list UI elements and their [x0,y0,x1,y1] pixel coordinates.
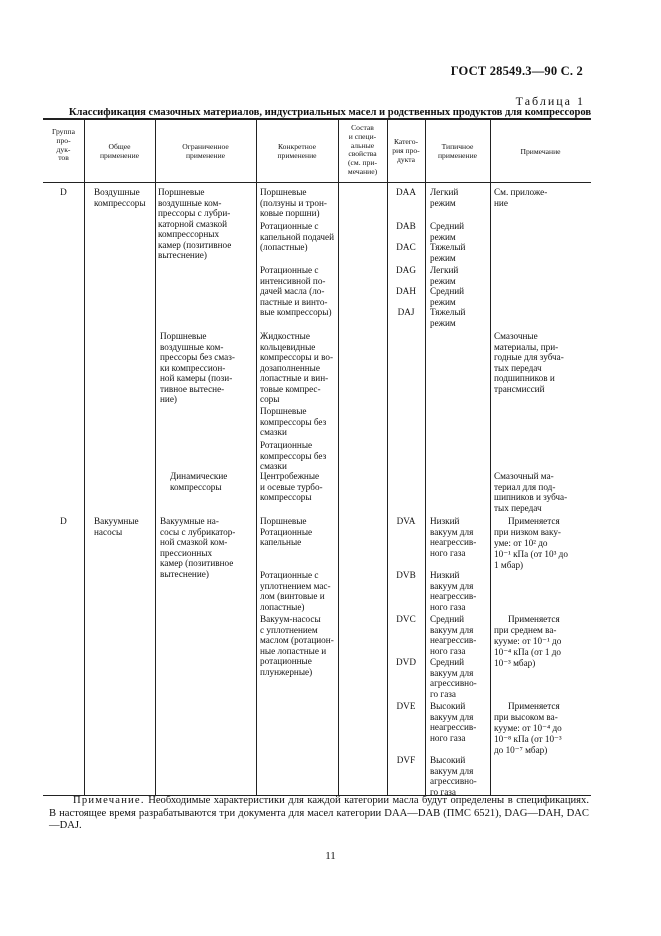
note-cell: Применяется [508,614,560,624]
concrete-application-cell: Вакуум-насосы с уплотнением маслом (ротацион- ные лопастные и ротационные плунжерные) [260,614,334,677]
category-cell: DVA [396,516,416,526]
note-cell: уме: от 10² до [494,538,548,548]
typical-application-cell: Легкий режим [430,265,459,286]
column-divider [256,118,257,795]
category-cell: DVC [396,614,416,624]
column-header-concrete: Конкретное применение [277,142,317,160]
column-header-typical: Типичное применение [437,142,478,160]
category-cell: DVB [396,570,416,580]
typical-application-cell: Тяжелый режим [430,307,466,328]
concrete-application-cell: Ротационные компрессоры без смазки [260,440,327,471]
column-divider [490,118,491,795]
column-header-group: Группа про- дук- тов [52,127,75,163]
column-divider [425,118,426,795]
typical-application-cell: Средний вакуум для агрессивно- го газа [430,657,477,699]
column-divider [155,118,156,795]
note-cell: при низком ваку- [494,527,561,537]
category-cell: DAJ [397,307,415,317]
typical-application-cell: Высокий вакуум для агрессивно- го газа [430,755,477,797]
column-header-note: Примечание [520,147,561,156]
concrete-application-cell: Ротационные с капельной подачей (лопастные) [260,221,335,252]
note-cell: Смазочные материалы, при- годные для зубча- тых передач подшипников и трансмиссий [494,331,564,394]
category-cell: DAC [396,242,416,252]
note-cell: Применяется [508,516,560,526]
column-divider [84,118,85,795]
category-cell: DVE [396,701,416,711]
note-cell: при среднем ва- [494,625,557,635]
footnote-text: Необходимые характеристики для каждой категории масла будут определены в спецификациях. В настоящее время разрабатываются три документа для масел категории DAA—DAB (ПМС 6521), DAG—DAH, DAC—DAJ. [49,795,589,831]
category-cell: DAA [396,187,416,197]
table-number: Таблица 1 [515,94,585,108]
table-footnote [49,795,589,833]
group-cell: D [60,516,67,526]
concrete-application-cell: Поршневые Ротационные капельные [260,516,313,547]
typical-application-cell: Легкий режим [430,187,459,208]
table-top-rule [43,118,591,120]
category-cell: DAB [396,221,416,231]
concrete-application-cell: Центробежные и осевые турбо- компрессоры [260,471,323,502]
typical-application-cell: Тяжелый режим [430,242,466,263]
general-application-cell: Воздушные компрессоры [94,187,146,208]
header-bottom-rule [43,182,591,183]
category-cell: DAG [396,265,416,275]
column-divider [387,118,388,795]
typical-application-cell: Низкий вакуум для неагрессив- ного газа [430,516,477,558]
concrete-application-cell: Ротационные с уплотнением мас- лом (винтовые и лопастные) [260,570,331,612]
note-cell: Применяется [508,701,560,711]
table-caption: Классификация смазочных материалов, индустриальных масел и родственных продуктов для компрессоров [68,107,592,118]
note-cell: до 10⁻⁷ мбар) [494,745,548,755]
note-cell: кууме: от 10⁻¹ до [494,636,562,646]
group-cell: D [60,187,67,197]
restricted-application-cell: Поршневые воздушные ком- прессоры без смаз- ки компрессион- ной камеры (пози- тивное вытесне- ние) [160,331,235,404]
note-cell: 10⁻⁴ кПа (от 1 до [494,647,562,657]
note-cell: Смазочный ма- териал для под- шипников и зубча- тых передач [494,471,568,513]
typical-application-cell: Средний режим [430,286,465,307]
page-number: 11 [325,850,336,862]
column-divider [338,118,339,795]
note-cell: 10⁻⁸ кПа (от 10⁻³ [494,734,562,744]
note-cell: 10⁻¹ кПа (от 10³ до [494,549,568,559]
concrete-application-cell: Поршневые компрессоры без смазки [260,406,327,437]
restricted-application-cell: Вакуумные на- сосы с лубрикатор- ной смазкой ком- прессионных камер (позитивное вытеснение) [160,516,236,579]
concrete-application-cell: Ротационные с интенсивной по- дачей масла (ло- пастные и винто- вые компрессоры) [260,265,332,317]
concrete-application-cell: Жидкостные кольцевидные компрессоры и во- дозаполненные лопастные и вин- товые компрес- соры [260,331,334,404]
typical-application-cell: Средний вакуум для неагрессив- ного газа [430,614,477,656]
note-cell: 10⁻³ мбар) [494,658,536,668]
general-application-cell: Вакуумные насосы [94,516,139,537]
typical-application-cell: Низкий вакуум для неагрессив- ного газа [430,570,477,612]
typical-application-cell: Высокий вакуум для неагрессив- ного газа [430,701,477,743]
document-code: ГОСТ 28549.3—90 С. 2 [450,64,583,78]
category-cell: DVD [396,657,416,667]
restricted-application-cell: Поршневые воздушные ком- прессоры с лубри- каторной смазкой компрессорных камер (позитивное вытеснение) [158,187,232,260]
note-cell: при высоком ва- [494,712,558,722]
typical-application-cell: Средний режим [430,221,465,242]
category-cell: DAH [396,286,416,296]
category-cell: DVF [396,755,416,765]
note-cell: кууме: от 10⁻⁴ до [494,723,562,733]
footnote-label: Примечание. [73,795,145,806]
column-header-general: Общее применение [99,142,140,160]
column-header-restricted: Ограниченное применение [182,142,229,160]
note-cell: См. приложе- ние [494,187,548,208]
column-header-category: Катего- рия про- дукта [392,137,420,164]
concrete-application-cell: Поршневые (ползуны и трон- ковые поршни) [260,187,327,218]
note-cell: 1 мбар) [494,560,524,570]
column-header-composition: Состав и специ- альные свойства (см. при- мечание) [347,123,378,176]
restricted-application-cell: Динамические компрессоры [170,471,228,492]
